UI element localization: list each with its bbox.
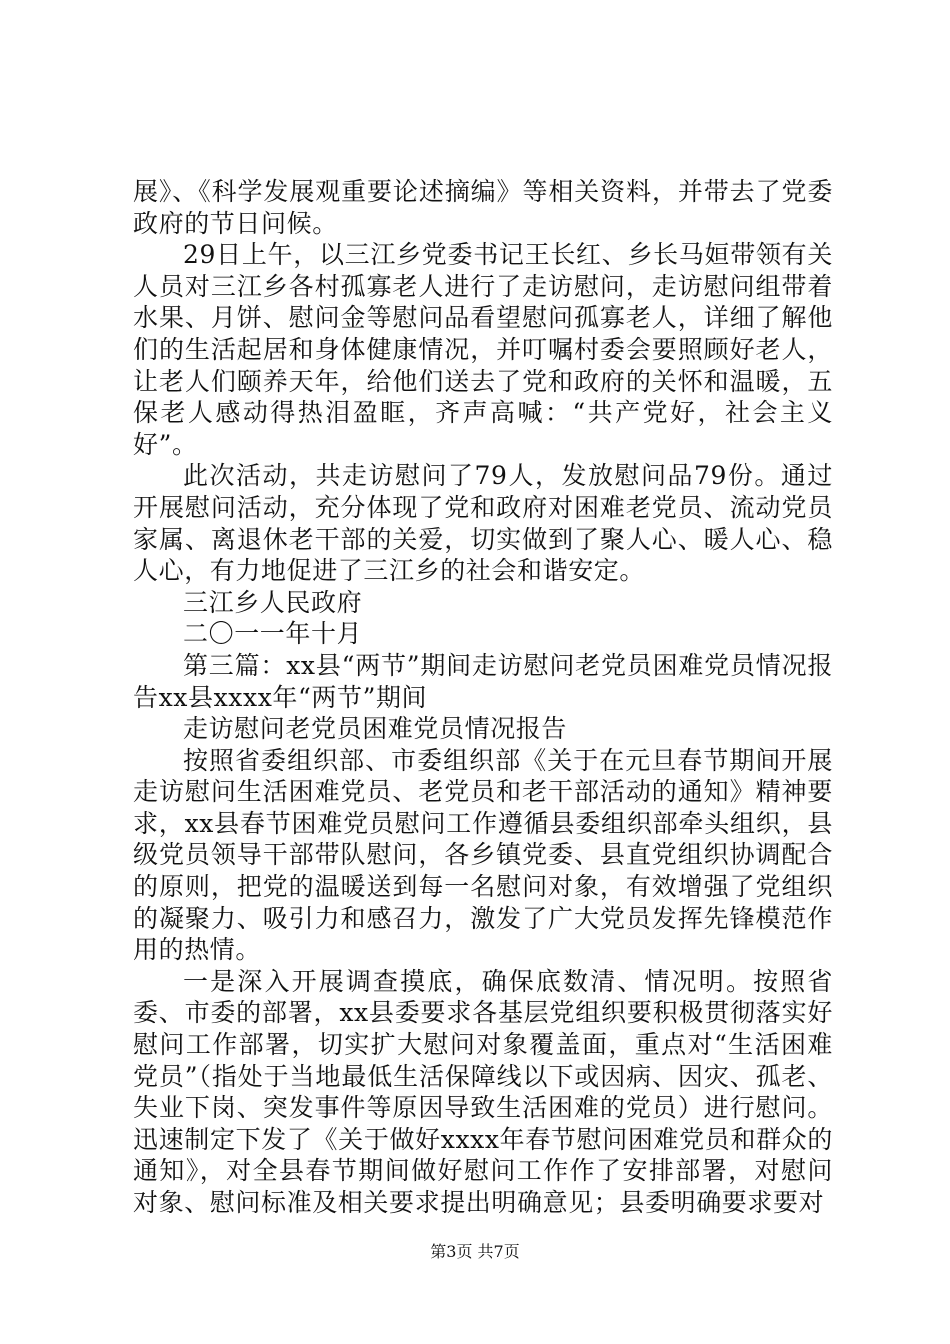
paragraph-3: 此次活动，共走访慰问了79人，发放慰问品79份。通过开展慰问活动，充分体现了党和政府对困难老党员、流动党员家属、离退休老干部的关爱，切实做到了聚人心、暖人心、稳人心，有力地促进了三江乡的社会和谐安定。	[133, 461, 833, 586]
signature-org: 三江乡人民政府	[183, 587, 363, 617]
paragraph-1: 展》、《科学发展观重要论述摘编》等相关资料，并带去了党委政府的节日问候。	[133, 177, 833, 238]
section-subheading: 走访慰问老党员困难党员情况报告	[183, 714, 568, 744]
section-heading: 第三篇：xx县“两节”期间走访慰问老党员困难党员情况报告xx县xxxx年“两节”期间	[133, 650, 833, 712]
paragraph-8: 按照省委组织部、市委组织部《关于在元旦春节期间开展走访慰问生活困难党员、老党员和老干部活动的通知》精神要求，xx县春节困难党员慰问工作遵循县委组织部牵头组织，县级党员领导干部带队慰问，各乡镇党委、县直党组织协调配合的原则，把党的温暖送到每一名慰问对象，有效增强了党组织的凝聚力、吸引力和感召力，激发了广大党员发挥先锋模范作用的热情。	[133, 745, 833, 965]
page-number-footer: 第3页 共7页	[430, 1242, 520, 1261]
paragraph-9: 一是深入开展调查摸底，确保底数清、情况明。按照省委、市委的部署，xx县委要求各基层党组织要积极贯彻落实好慰问工作部署，切实扩大慰问对象覆盖面，重点对“生活困难党员”（指处于当地最低生活保障线以下或因病、因灾、孤老、失业下岗、突发事件等原因导致生活困难的党员）进行慰问。迅速制定下发了《关于做好xxxx年春节慰问困难党员和群众的通知》，对全县春节期间做好慰问工作作了安排部署，对慰问对象、慰问标准及相关要求提出明确意见；县委明确要求要对	[133, 966, 833, 1217]
paragraph-2: 29日上午，以三江乡党委书记王长红、乡长马姮带领有关人员对三江乡各村孤寡老人进行了走访慰问，走访慰问组带着水果、月饼、慰问金等慰问品看望慰问孤寡老人，详细了解他们的生活起居和身体健康情况，并叮嘱村委会要照顾好老人，让老人们颐养天年，给他们送去了党和政府的关怀和温暖，五保老人感动得热泪盈眶，齐声高喊：“共产党好，社会主义好”。	[133, 240, 833, 459]
signature-date: 二〇一一年十月	[183, 619, 363, 649]
document-body	[133, 176, 833, 1219]
